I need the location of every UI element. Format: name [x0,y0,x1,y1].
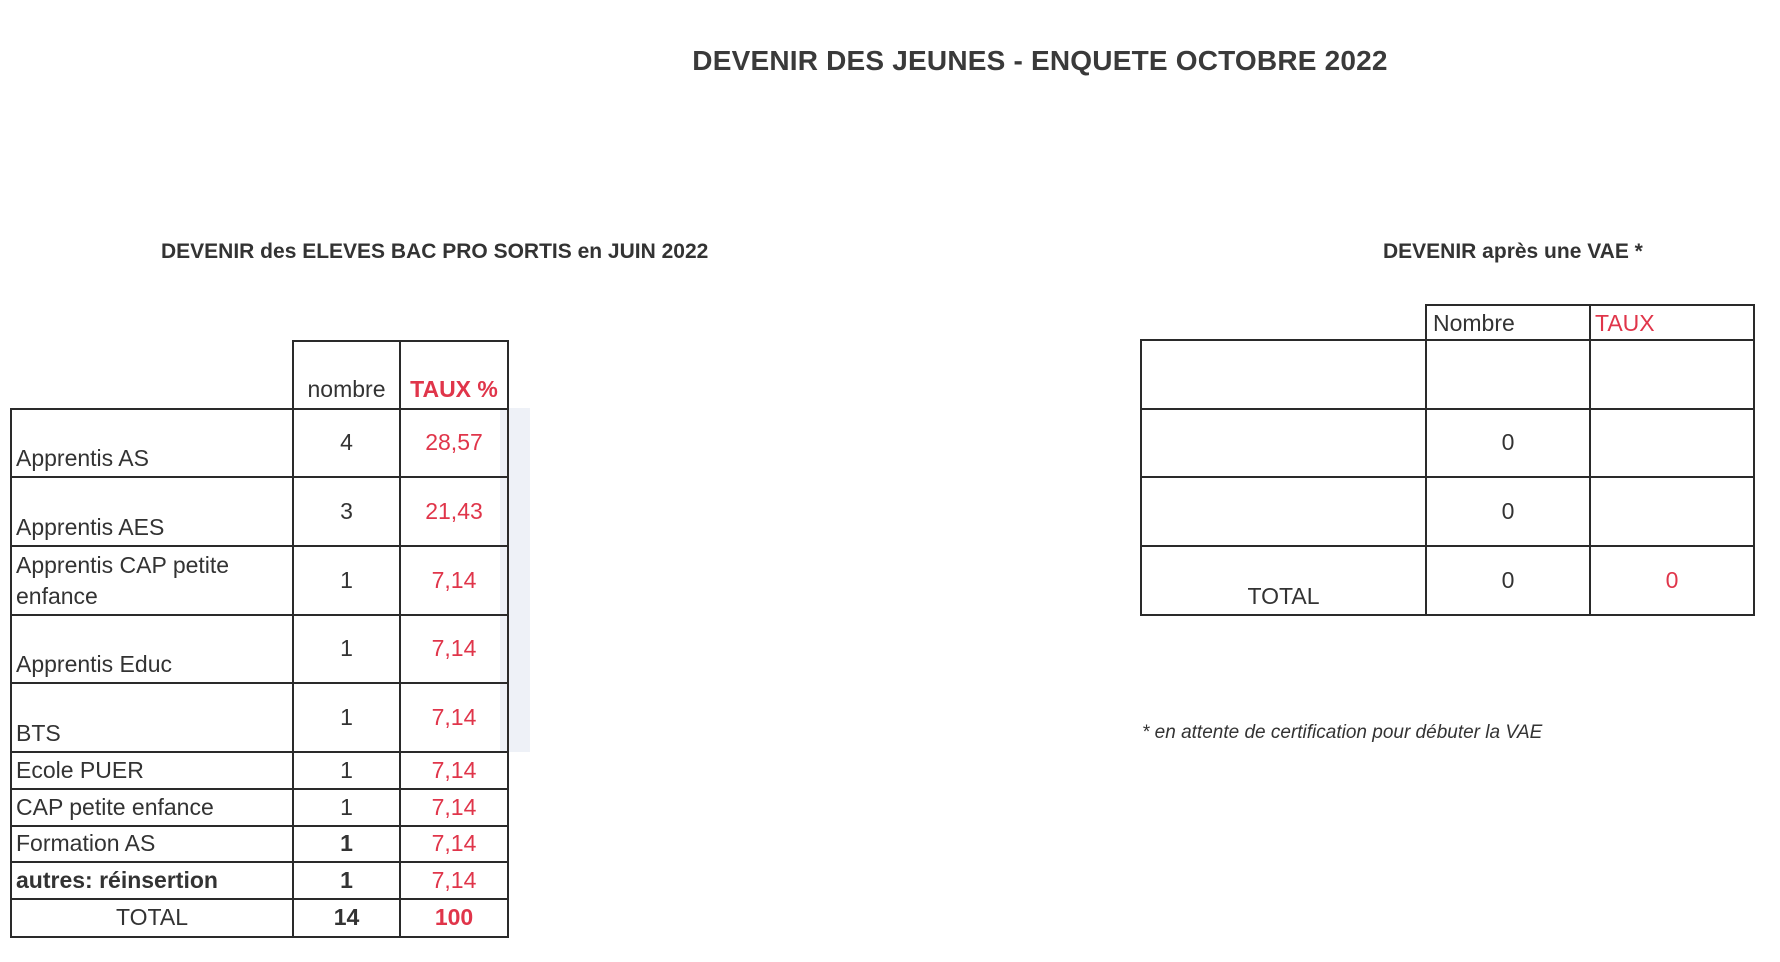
row-label: Apprentis Educ [11,615,293,683]
row-taux: 7,14 [400,862,508,899]
page-title: DEVENIR DES JEUNES - ENQUETE OCTOBRE 2022 [692,45,1388,76]
header-blank-cell [1141,305,1426,340]
row-nombre: 1 [293,862,400,899]
row-nombre: 1 [293,615,400,683]
table-row [11,752,508,789]
row-label: Apprentis AS [11,409,293,477]
row-nombre: 1 [293,546,400,615]
table-row [11,546,508,615]
table-header-row [1141,305,1754,340]
row-nombre: 1 [293,752,400,789]
header-taux: TAUX [1590,305,1754,340]
table-row [1141,340,1754,409]
row-taux [1590,477,1754,546]
row-nombre: 4 [293,409,400,477]
row-label: Apprentis AES [11,477,293,546]
row-taux [1590,409,1754,477]
row-label: BTS [11,683,293,752]
table-row [11,409,508,477]
total-label: TOTAL [11,899,293,937]
table-row [1141,409,1754,477]
row-label: Apprentis CAP petite enfance [11,546,293,615]
table-row [11,477,508,546]
total-nombre: 0 [1426,546,1590,615]
table-header-row [11,341,508,409]
table-row [11,789,508,826]
row-taux: 7,14 [400,789,508,826]
row-nombre: 1 [293,683,400,752]
row-nombre: 0 [1426,409,1590,477]
row-taux: 21,43 [400,477,508,546]
left-section-title: DEVENIR des ELEVES BAC PRO SORTIS en JUIN 2022 [161,240,709,263]
row-nombre: 3 [293,477,400,546]
row-label [1141,477,1426,546]
row-label: Ecole PUER [11,752,293,789]
row-nombre [1426,340,1590,409]
total-row [1141,546,1754,615]
header-nombre: nombre [293,341,400,409]
row-taux [1590,340,1754,409]
table-row [11,683,508,752]
row-taux: 7,14 [400,615,508,683]
total-label: TOTAL [1141,546,1426,615]
vae-table [1140,304,1755,616]
row-nombre: 1 [293,789,400,826]
row-label: Formation AS [11,826,293,862]
row-taux: 7,14 [400,546,508,615]
bac-pro-table [10,340,509,938]
row-label: CAP petite enfance [11,789,293,826]
row-label [1141,340,1426,409]
table-row [1141,477,1754,546]
row-taux: 28,57 [400,409,508,477]
header-nombre: Nombre [1426,305,1590,340]
row-nombre: 0 [1426,477,1590,546]
header-blank-cell [11,341,293,409]
total-taux: 0 [1590,546,1754,615]
row-label: autres: réinsertion [11,862,293,899]
table-row [11,615,508,683]
row-label [1141,409,1426,477]
row-nombre: 1 [293,826,400,862]
row-taux: 7,14 [400,826,508,862]
row-taux: 7,14 [400,752,508,789]
total-row [11,899,508,937]
footnote: * en attente de certification pour débuter la VAE [1142,722,1543,743]
total-nombre: 14 [293,899,400,937]
header-taux: TAUX % [400,341,508,409]
row-taux: 7,14 [400,683,508,752]
table-row [11,862,508,899]
total-taux: 100 [400,899,508,937]
table-row [11,826,508,862]
right-section-title: DEVENIR après une VAE * [1383,240,1643,263]
